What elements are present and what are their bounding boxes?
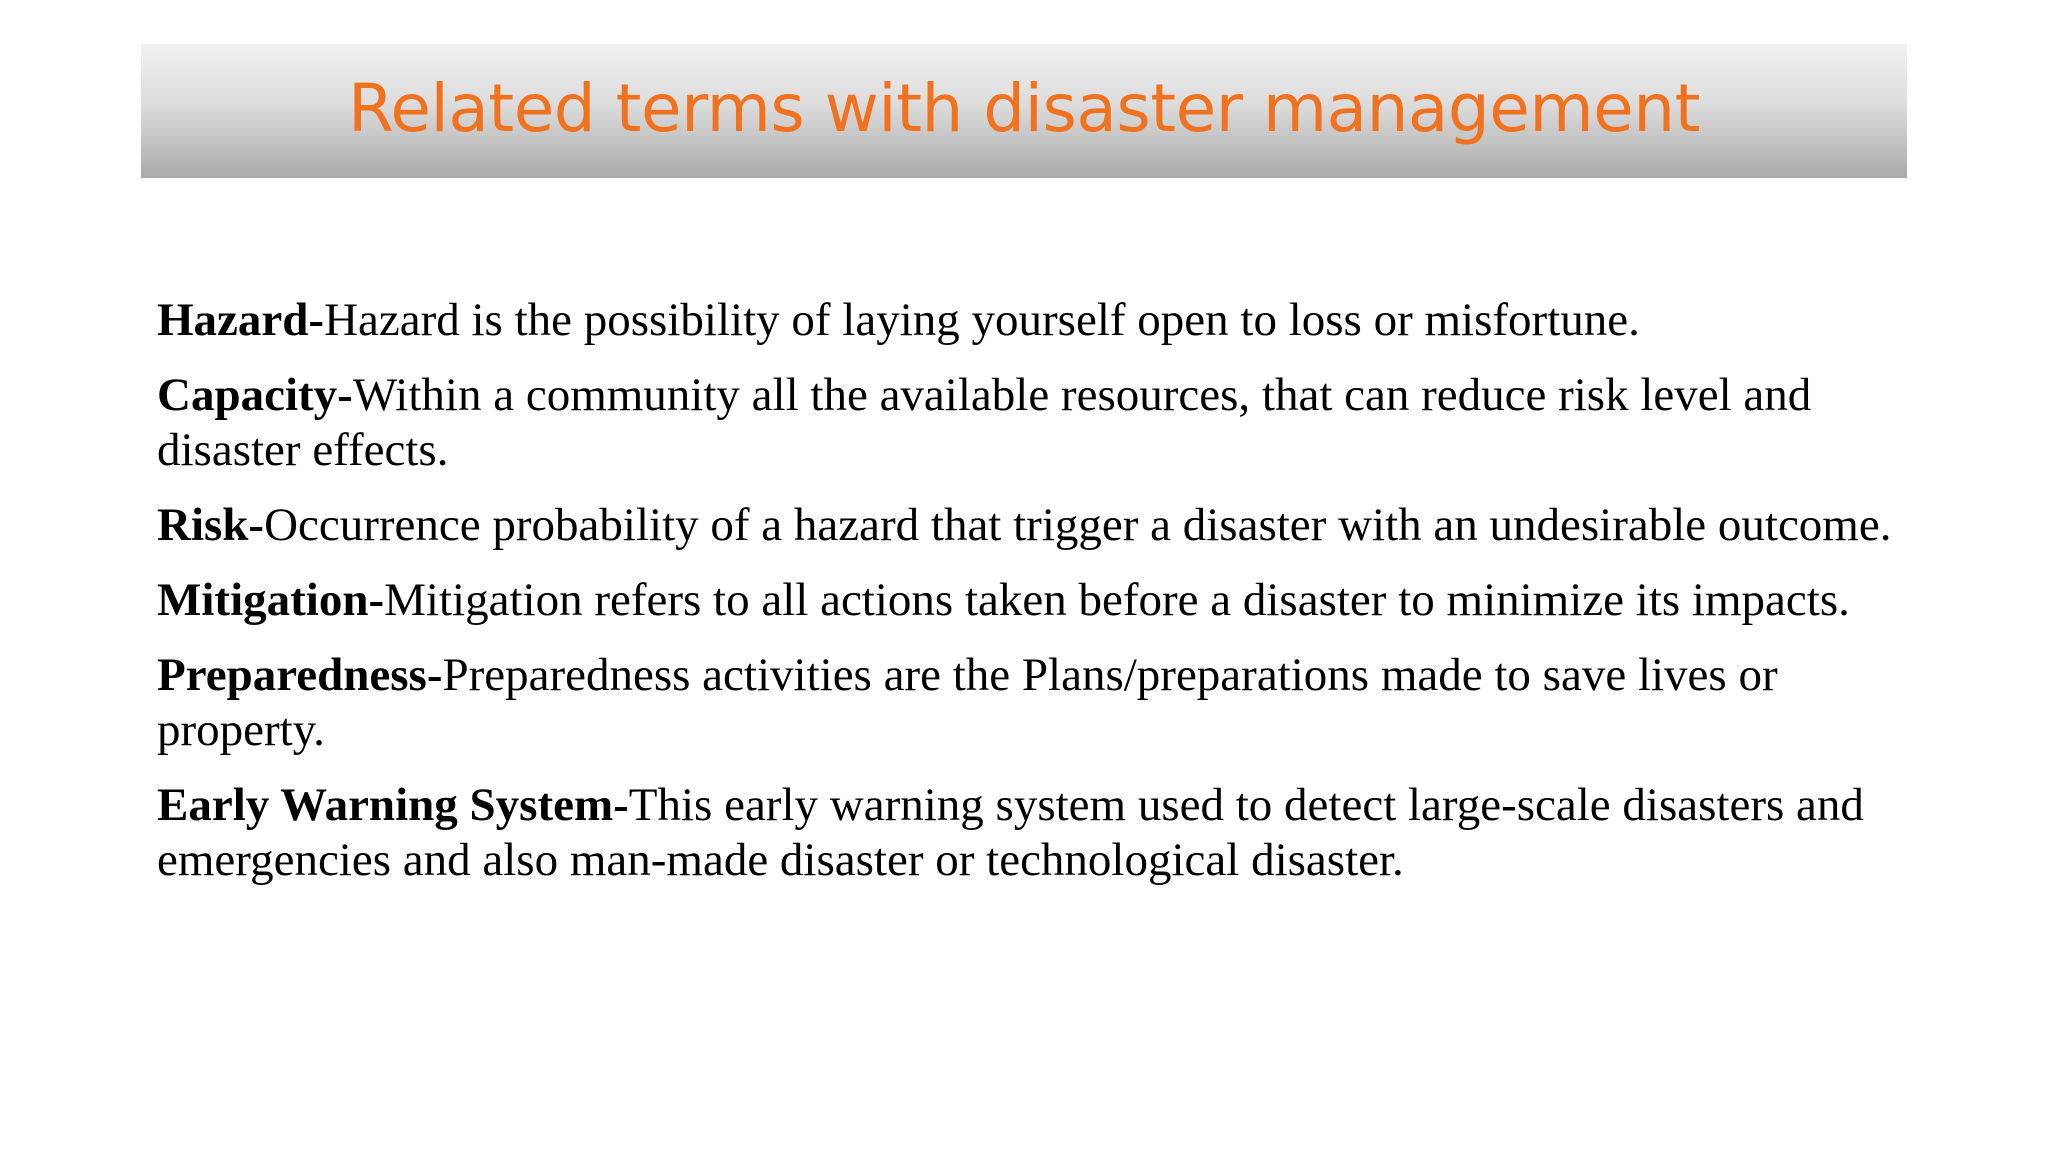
term-name: Capacity- [157, 369, 353, 421]
title-bar [141, 44, 1907, 178]
term-definition: Mitigation refers to all actions taken before a disaster to minimize its impacts. [384, 574, 1850, 626]
term-definition: Within a community all the available resources, that can reduce risk level and disaster effects. [157, 369, 1812, 476]
term-name: Risk- [157, 499, 265, 551]
term-name: Mitigation- [157, 574, 385, 626]
slide-title: Related terms with disaster management [348, 69, 1700, 147]
term-preparedness [157, 648, 1897, 758]
term-capacity [157, 368, 1897, 478]
term-mitigation [157, 573, 1897, 628]
term-definition: Occurrence probability of a hazard that trigger a disaster with an undesirable outcome. [264, 499, 1892, 551]
term-definition: This early warning system used to detect large-scale disasters and emergencies and also man-made disaster or technological disaster. [157, 779, 1864, 886]
term-name: Hazard- [157, 294, 325, 346]
term-definition: Preparedness activities are the Plans/preparations made to save lives or property. [157, 649, 1778, 756]
term-name: Preparedness- [157, 649, 443, 701]
term-risk [157, 498, 1897, 553]
term-hazard [157, 293, 1897, 348]
term-early-warning-system [157, 778, 1897, 888]
term-definition: Hazard is the possibility of laying yourself open to loss or misfortune. [324, 294, 1640, 346]
terms-list [157, 293, 1897, 908]
term-name: Early Warning System- [157, 779, 629, 831]
